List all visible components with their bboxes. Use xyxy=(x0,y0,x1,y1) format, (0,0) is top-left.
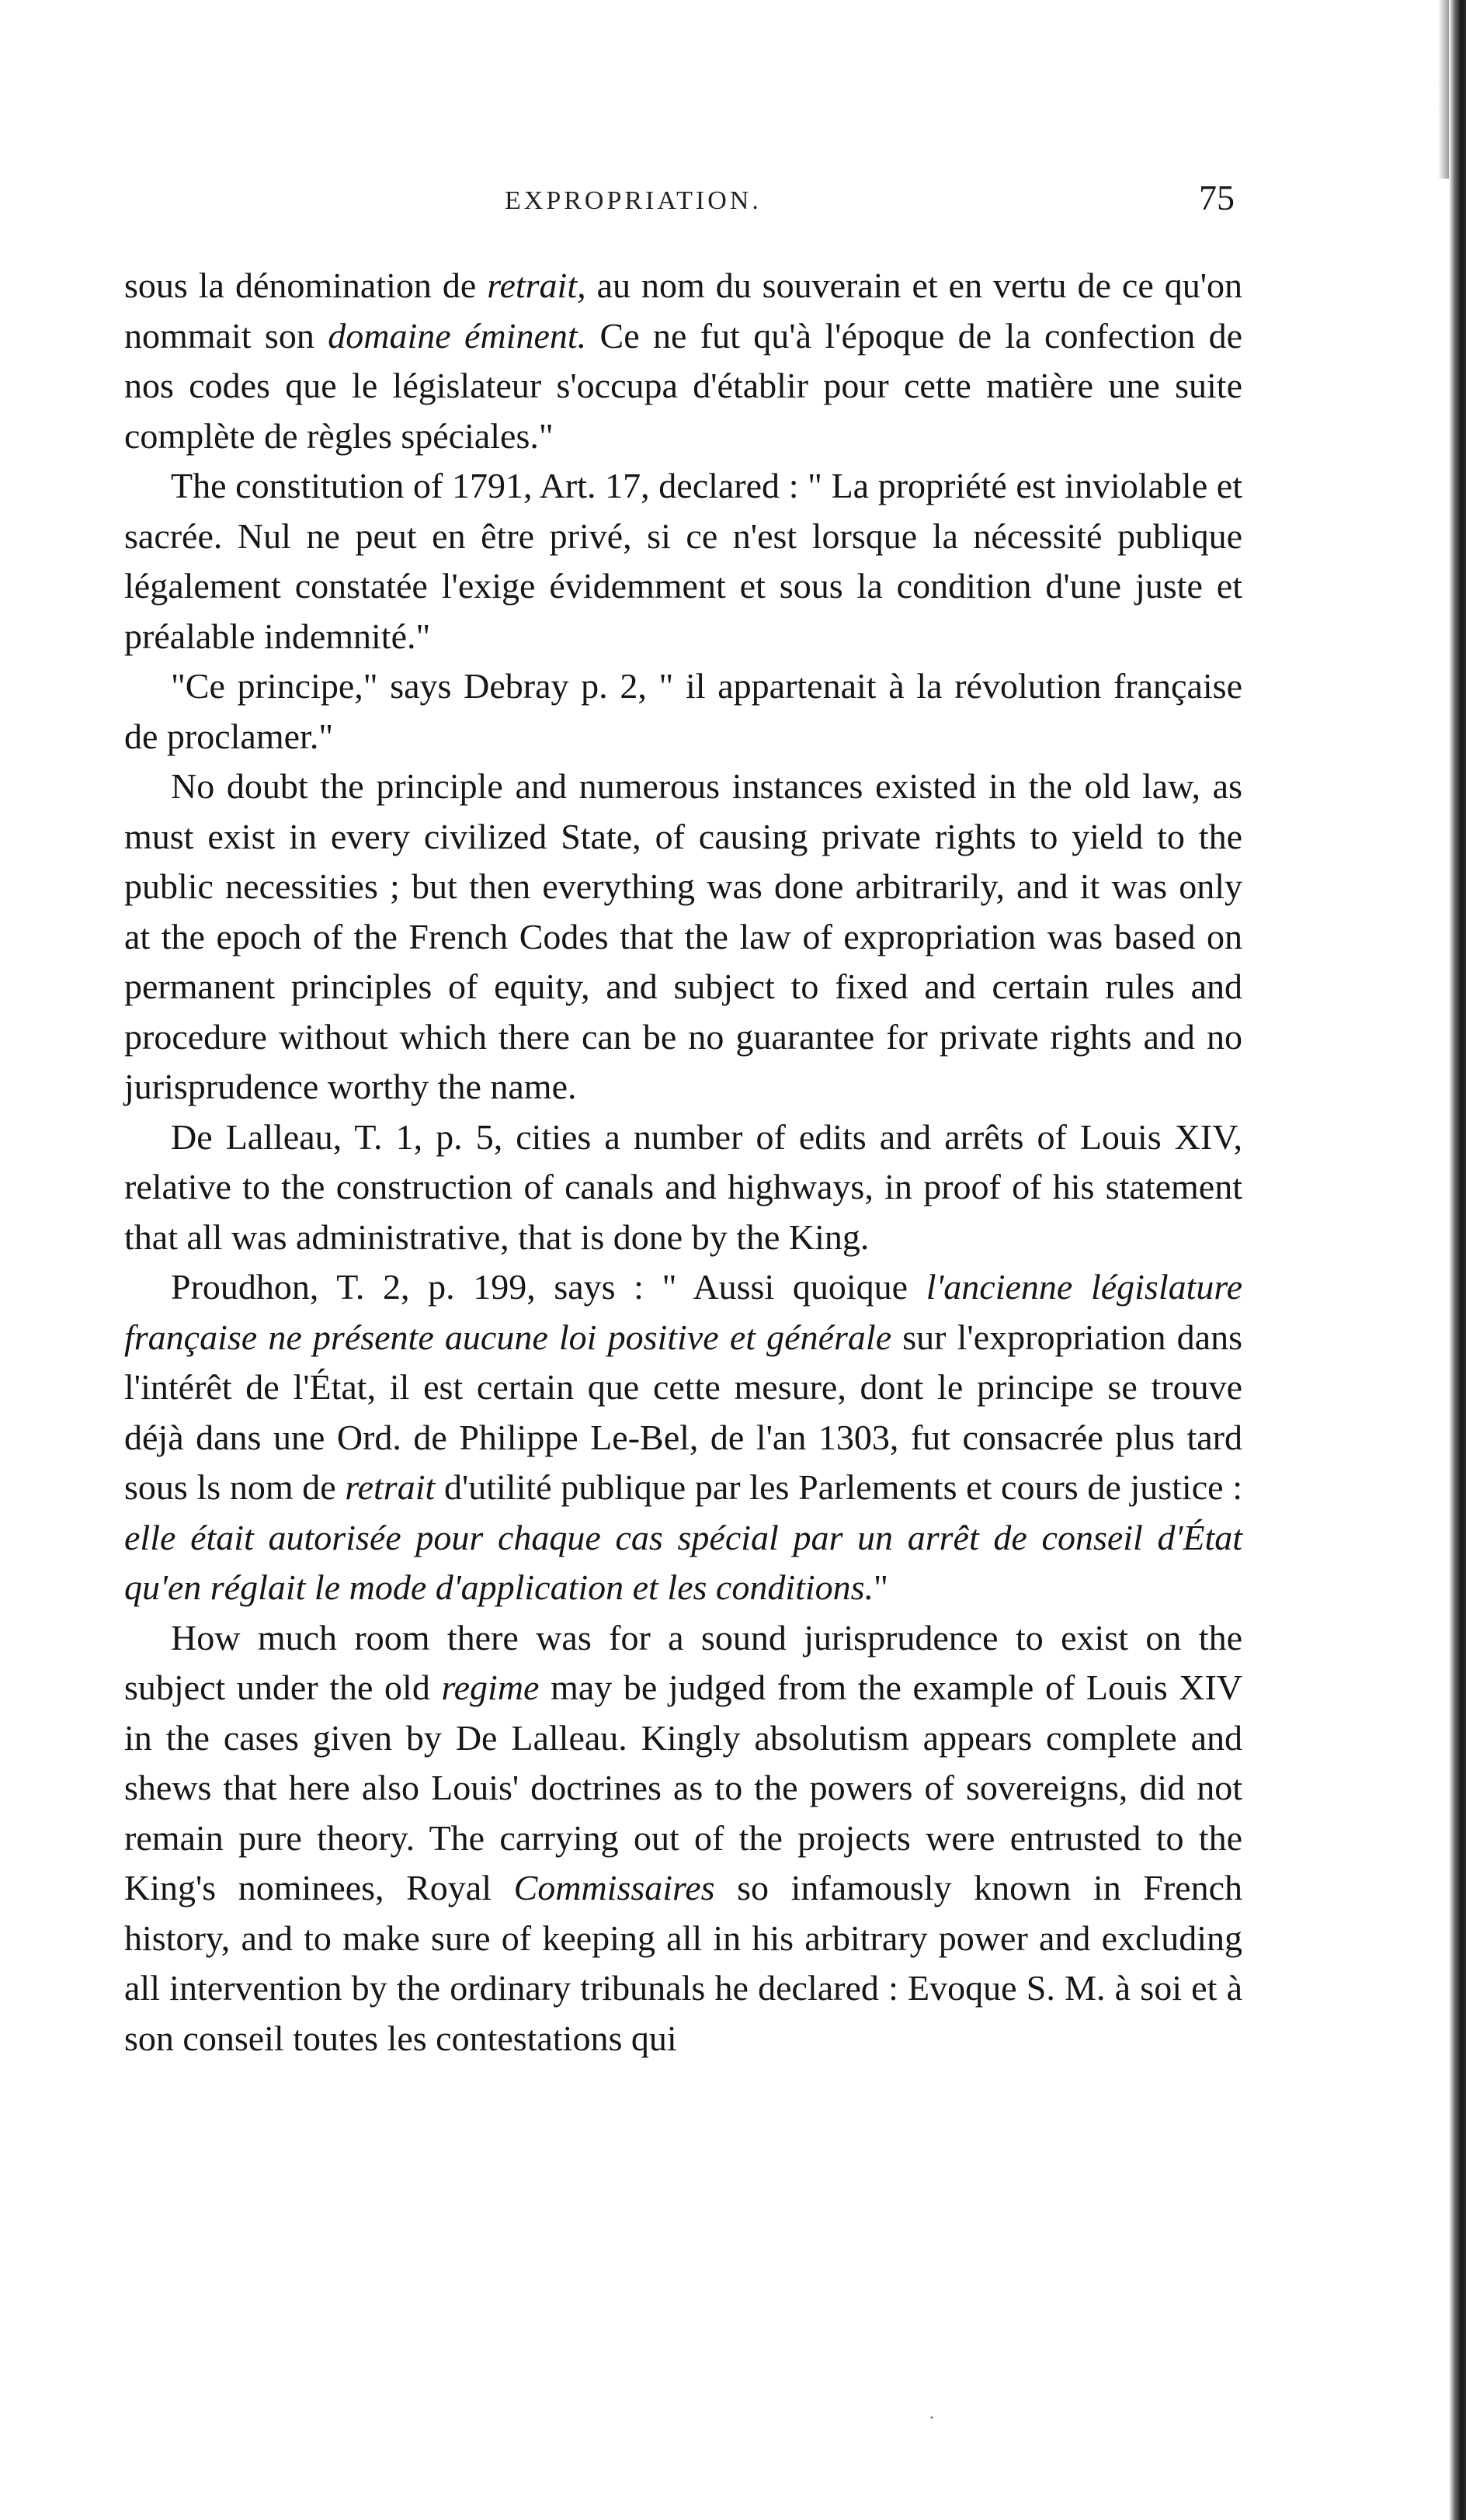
text-run: How much room there was for a sound jurisprudence to exist on the subject under the old xyxy=(124,1617,1242,1707)
text-run: au nom du souverain et en vertu de ce qu'on nommait son xyxy=(124,266,1242,356)
italic-text: Commissaires xyxy=(513,1868,715,1907)
text-run: "Ce principe," says Debray p. 2, " il appartenait à la révolution française de proclamer." xyxy=(124,666,1242,756)
text-run: so infamously known in French history, and to make sure of keeping all in his arbitrary power and excluding all intervention by the ordinary tribunals he declared : Evoque S. M. à soi et à son conseil toutes les contestations qui xyxy=(124,1868,1242,2058)
paragraph-p3 xyxy=(124,661,1242,762)
text-run: The constitution of 1791, Art. 17, declared : " La propriété est inviolable et sacrée. Nul ne peut en être privé, si ce n'est lorsque la nécessité publique légalement constatée l'exige évidemment et sous la condition d'une juste et préalable indemnité." xyxy=(124,466,1242,656)
text-run: Ce ne fut qu'à l'époque de la confection de nos codes que le législateur s'occupa d'établir pour cette matière une suite complète de règles spéciales." xyxy=(124,315,1242,456)
italic-text: elle était autorisée pour chaque cas spécial par un arrêt de conseil d'État qu'en réglait le mode d'application et les conditions. xyxy=(124,1517,1242,1607)
page-shadow-top xyxy=(1438,0,1449,179)
text-run: No doubt the principle and numerous instances existed in the old law, as must exist in every civilized State, of causing private rights to yield to the public necessities ; but then everything was done arbitrarily, and it was only at the epoch of the French Codes that the law of expropriation was based on permanent principles of equity, and subject to fixed and certain rules and procedure without which there can be no guarantee for private rights and no jurisprudence worthy the name. xyxy=(124,766,1242,1106)
body-text xyxy=(124,261,1242,2064)
paragraph-p1 xyxy=(124,261,1242,461)
italic-text: regime xyxy=(441,1668,540,1707)
page-number: 75 xyxy=(1199,178,1235,217)
text-run: Proudhon, T. 2, p. 199, says : " Aussi quoique xyxy=(171,1267,926,1307)
italic-text: domaine éminent. xyxy=(328,315,587,356)
page-header xyxy=(132,177,1235,231)
paragraph-p5 xyxy=(124,1112,1242,1263)
paragraph-p2 xyxy=(124,461,1242,661)
italic-text: retrait xyxy=(345,1467,436,1507)
paragraph-p4 xyxy=(124,762,1242,1112)
italic-text: retrait, xyxy=(487,266,586,305)
stray-mark: · xyxy=(929,2408,935,2428)
paragraph-p7 xyxy=(124,1613,1242,2064)
text-run: sur l'expropriation dans l'intérêt de l'État, il est certain que cette mesure, dont le principe se trouve déjà dans une Ord. de Philippe Le-Bel, de l'an 1303, fut consacrée plus tard sous ls nom de xyxy=(124,1317,1242,1507)
paragraph-p6 xyxy=(124,1262,1242,1613)
text-run: may be judged from the example of Louis XIV in the cases given by De Lalleau. Kingly absolutism appears complete and shews that here also Louis' doctrines as to the powers of sovereigns, did not remain pure theory. The carrying out of the projects were entrusted to the King's nominees, Royal xyxy=(124,1668,1243,1907)
running-head: EXPROPRIATION. xyxy=(505,186,762,215)
text-run: d'utilité publique par les Parlements et cours de justice : xyxy=(435,1467,1242,1507)
text-run: De Lalleau, T. 1, p. 5, cities a number of edits and arrêts of Louis XIV, relative to the construction of canals and highways, in proof of his statement that all was administrative, that is done by the King. xyxy=(124,1116,1242,1257)
text-run: sous la dénomination de xyxy=(124,266,488,305)
book-spine-edge xyxy=(1449,0,1466,2520)
text-run: " xyxy=(874,1567,888,1607)
italic-text: l'ancienne législature française ne présente aucune loi positive et générale xyxy=(124,1267,1243,1357)
